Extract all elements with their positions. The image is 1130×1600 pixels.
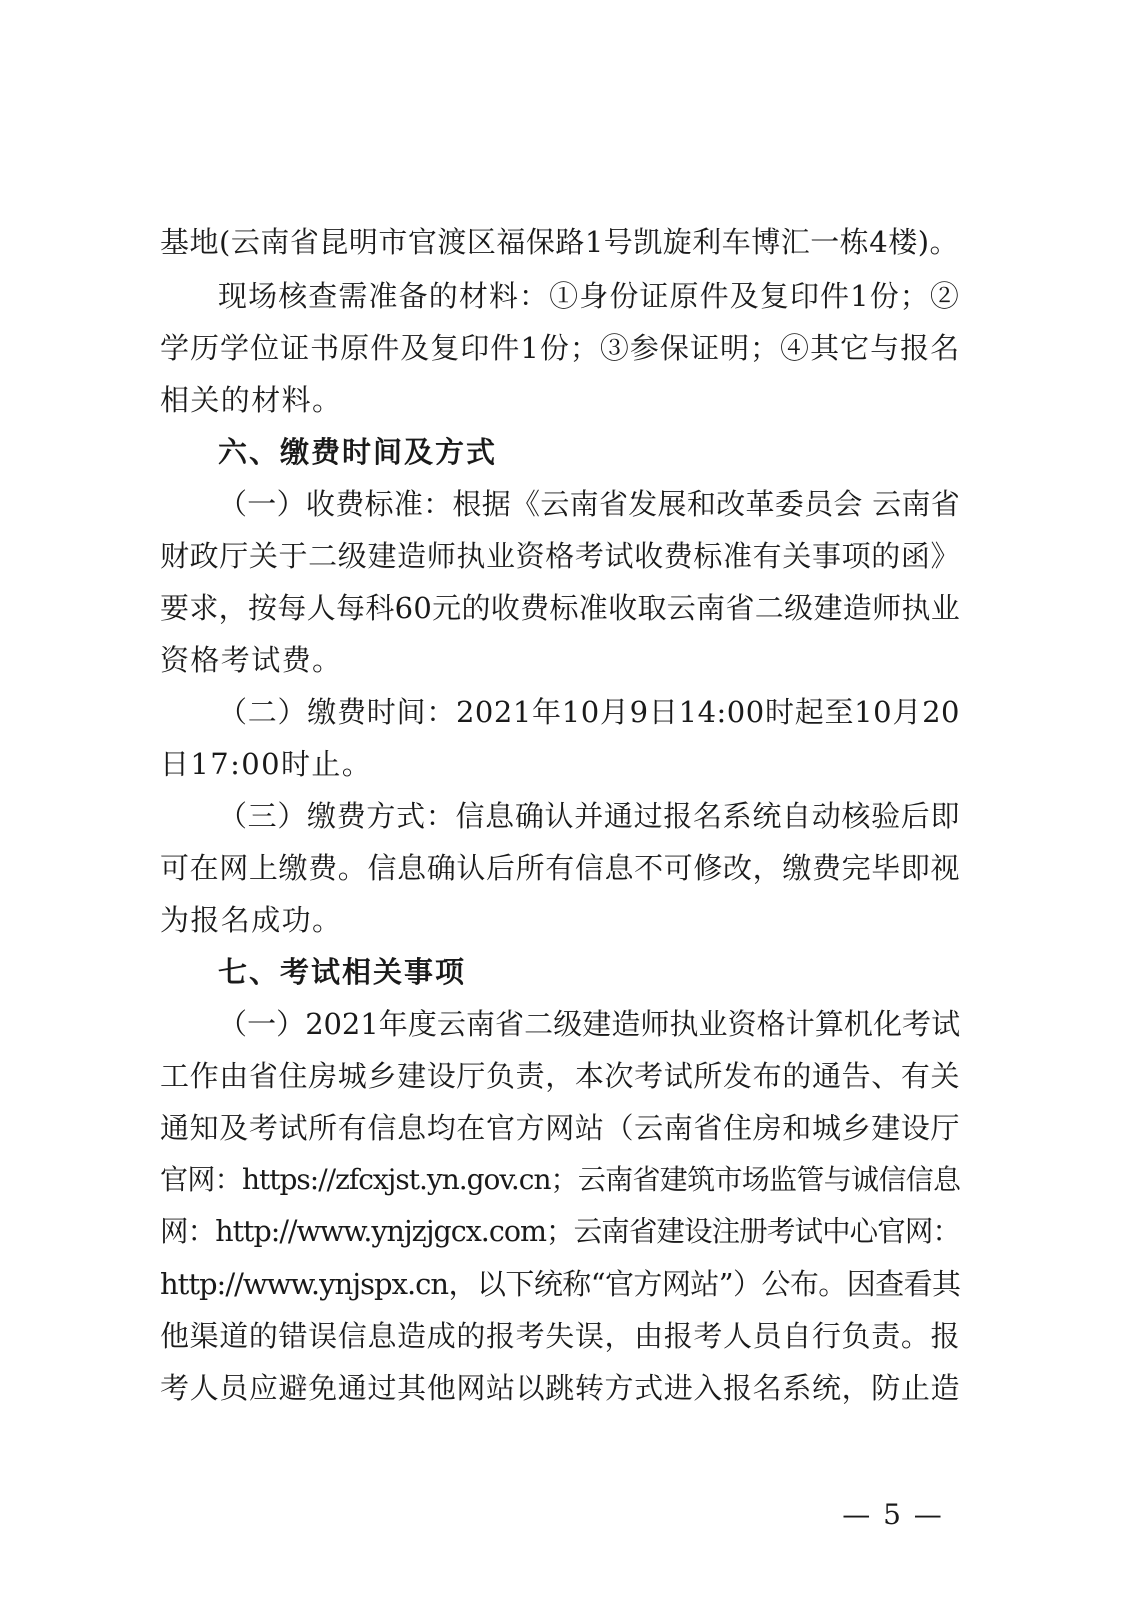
section-heading: 七、考试相关事项 [218, 955, 467, 989]
paragraph-line: 考人员应避免通过其他网站以跳转方式进入报名系统，防止造 [160, 1371, 960, 1405]
paragraph-line: （一）2021年度云南省二级建造师执业资格计算机化考试 [218, 1007, 960, 1041]
paragraph-line: 他渠道的错误信息造成的报考失误，由报考人员自行负责。报 [160, 1319, 960, 1353]
paragraph-line: 为报名成功。 [160, 903, 343, 937]
paragraph-line: （一）收费标准：根据《云南省发展和改革委员会 云南省 [218, 487, 960, 521]
paragraph-line: （二）缴费时间：2021年10月9日14:00时起至10月20 [218, 695, 960, 729]
paragraph-line: 官网：https://zfcxjst.yn.gov.cn；云南省建筑市场监管与诚信信息 [160, 1163, 960, 1196]
paragraph-line: 日17:00时止。 [160, 747, 373, 781]
section-heading: 六、缴费时间及方式 [218, 435, 498, 469]
paragraph-line: 可在网上缴费。信息确认后所有信息不可修改，缴费完毕即视 [160, 851, 960, 885]
page-number: — 5 — [842, 1498, 944, 1531]
paragraph-line: （三）缴费方式：信息确认并通过报名系统自动核验后即 [218, 799, 960, 833]
paragraph-line: 要求，按每人每科60元的收费标准收取云南省二级建造师执业 [160, 591, 960, 625]
paragraph-line: 网：http://www.ynjzjgcx.com；云南省建设注册考试中心官网： [160, 1215, 960, 1248]
paragraph-line: 现场核查需准备的材料：①身份证原件及复印件1份；② [218, 279, 960, 313]
paragraph-line: 基地(云南省昆明市官渡区福保路1号凯旋利车博汇一栋4楼)。 [160, 225, 960, 259]
paragraph-line: 相关的材料。 [160, 383, 343, 417]
paragraph-line: 工作由省住房城乡建设厅负责，本次考试所发布的通告、有关 [160, 1059, 960, 1093]
paragraph-line: 学历学位证书原件及复印件1份；③参保证明；④其它与报名 [160, 331, 960, 365]
paragraph-line: 通知及考试所有信息均在官方网站（云南省住房和城乡建设厅 [160, 1111, 960, 1145]
paragraph-line: 财政厅关于二级建造师执业资格考试收费标准有关事项的函》 [160, 539, 960, 573]
paragraph-line: http://www.ynjspx.cn，以下统称“官方网站”）公布。因查看其 [160, 1267, 960, 1301]
paragraph-line: 资格考试费。 [160, 643, 343, 677]
